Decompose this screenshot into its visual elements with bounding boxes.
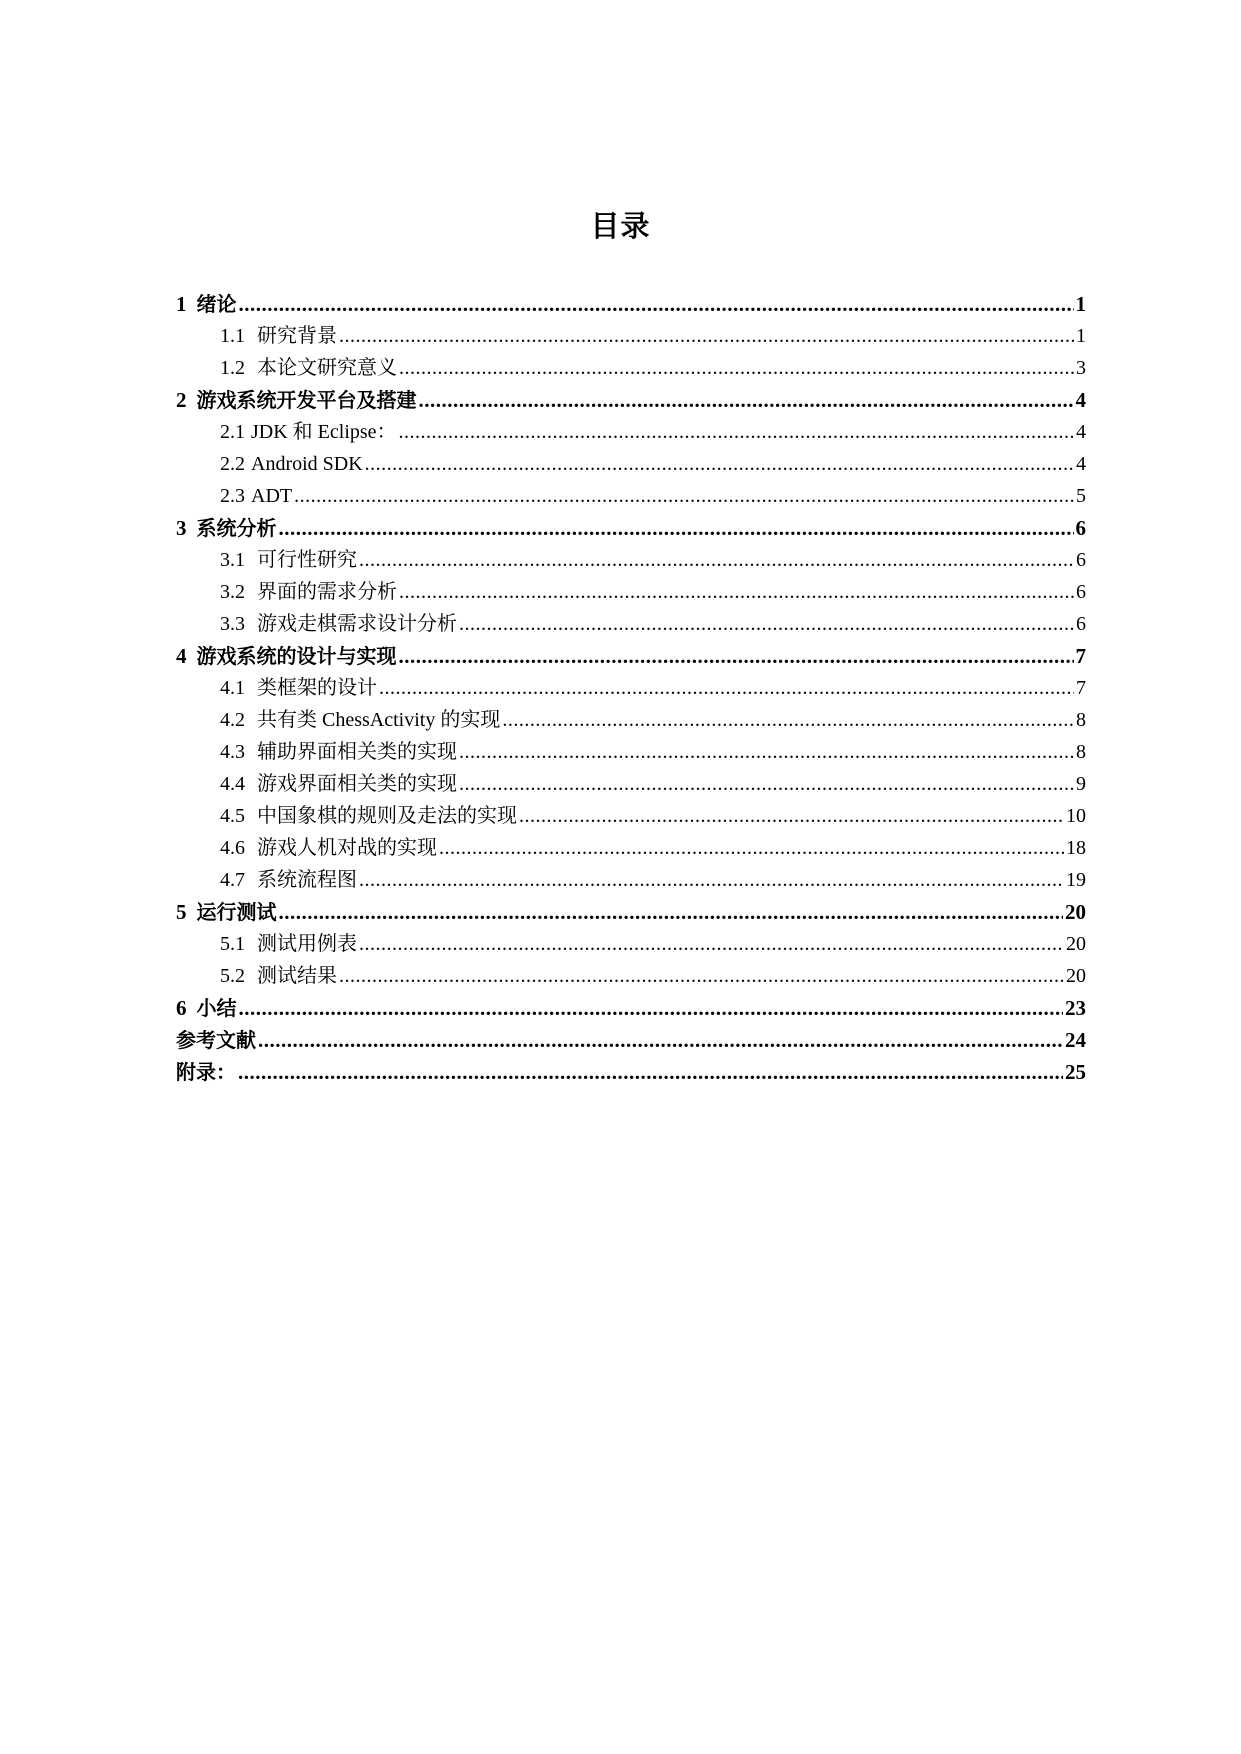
toc-dot-leader xyxy=(459,608,1074,640)
toc-entry-number: 4 xyxy=(176,644,187,668)
toc-entry-title: 研究背景 xyxy=(257,325,337,347)
toc-entry-number: 3.3 xyxy=(220,613,245,635)
toc-dot-leader xyxy=(365,448,1074,480)
toc-entry[interactable] xyxy=(176,672,1086,704)
toc-entry[interactable] xyxy=(176,288,1086,320)
toc-entry-title: JDK 和 Eclipse： xyxy=(251,421,397,443)
toc-dot-leader xyxy=(399,640,1074,672)
toc-dot-leader xyxy=(359,928,1064,960)
toc-dot-leader xyxy=(379,672,1074,704)
toc-entry-page-number: 19 xyxy=(1066,869,1086,891)
toc-entry-number: 4.3 xyxy=(220,741,245,763)
toc-entry-title: 辅助界面相关类的实现 xyxy=(257,741,457,763)
toc-entry[interactable] xyxy=(176,800,1086,832)
toc-entry-page-number: 4 xyxy=(1076,421,1086,443)
toc-entry-page-number: 20 xyxy=(1065,900,1086,924)
toc-entry[interactable] xyxy=(176,960,1086,992)
toc-entry-title: 可行性研究 xyxy=(257,549,357,571)
toc-entry-title: 测试结果 xyxy=(257,965,337,987)
toc-entry-page-number: 3 xyxy=(1076,357,1086,379)
toc-entry[interactable] xyxy=(176,1056,1086,1088)
toc-entry-title: 类框架的设计 xyxy=(257,677,377,699)
toc-entry-number: 6 xyxy=(176,996,187,1020)
toc-dot-leader xyxy=(339,320,1074,352)
toc-entry-number: 4.2 xyxy=(220,709,245,731)
toc-entry[interactable] xyxy=(176,448,1086,480)
toc-entry-title: Android SDK xyxy=(251,453,363,475)
toc-entry-page-number: 4 xyxy=(1076,453,1086,475)
toc-entry-page-number: 24 xyxy=(1065,1028,1086,1052)
toc-entry[interactable] xyxy=(176,992,1086,1024)
toc-entry-page-number: 10 xyxy=(1066,805,1086,827)
toc-entry-title: 共有类 ChessActivity 的实现 xyxy=(257,709,501,731)
toc-dot-leader xyxy=(339,960,1064,992)
toc-entry-number: 4.1 xyxy=(220,677,245,699)
toc-entry[interactable] xyxy=(176,896,1086,928)
toc-entry-number: 1.2 xyxy=(220,357,245,379)
toc-entry-number: 4.5 xyxy=(220,805,245,827)
toc-entry-page-number: 5 xyxy=(1076,485,1086,507)
toc-entry-page-number: 6 xyxy=(1075,516,1086,540)
toc-entry-page-number: 6 xyxy=(1076,613,1086,635)
toc-entry-page-number: 8 xyxy=(1076,741,1086,763)
toc-entry-number: 3.1 xyxy=(220,549,245,571)
toc-entry[interactable] xyxy=(176,864,1086,896)
toc-dot-leader xyxy=(459,768,1074,800)
toc-entry[interactable] xyxy=(176,640,1086,672)
toc-entry[interactable] xyxy=(176,768,1086,800)
toc-entry-title: 系统分析 xyxy=(196,516,277,540)
toc-entry-title: ADT xyxy=(251,485,293,507)
toc-entry-title: 游戏走棋需求设计分析 xyxy=(257,613,457,635)
toc-entry-page-number: 1 xyxy=(1076,325,1086,347)
toc-entry-page-number: 20 xyxy=(1066,965,1086,987)
table-of-contents xyxy=(176,288,1086,1088)
toc-entry[interactable] xyxy=(176,512,1086,544)
toc-entry-number: 2.1 xyxy=(220,421,245,443)
toc-dot-leader xyxy=(239,992,1064,1024)
toc-entry[interactable] xyxy=(176,544,1086,576)
toc-entry-title: 中国象棋的规则及走法的实现 xyxy=(257,805,517,827)
toc-dot-leader xyxy=(279,512,1074,544)
toc-entry-page-number: 7 xyxy=(1075,644,1086,668)
toc-dot-leader xyxy=(279,896,1064,928)
toc-entry[interactable] xyxy=(176,576,1086,608)
toc-dot-leader xyxy=(502,704,1074,736)
toc-entry-title: 游戏人机对战的实现 xyxy=(257,837,437,859)
toc-entry[interactable] xyxy=(176,704,1086,736)
toc-entry-page-number: 6 xyxy=(1076,549,1086,571)
toc-entry-number: 5.2 xyxy=(220,965,245,987)
toc-entry-number: 4.7 xyxy=(220,869,245,891)
toc-entry-page-number: 8 xyxy=(1076,709,1086,731)
toc-entry-number: 5.1 xyxy=(220,933,245,955)
toc-entry-title: 测试用例表 xyxy=(257,933,357,955)
toc-entry[interactable] xyxy=(176,480,1086,512)
toc-dot-leader xyxy=(459,736,1074,768)
toc-entry-title: 系统流程图 xyxy=(257,869,357,891)
toc-entry-number: 5 xyxy=(176,900,187,924)
toc-entry[interactable] xyxy=(176,1024,1086,1056)
toc-entry-number: 1.1 xyxy=(220,325,245,347)
toc-entry[interactable] xyxy=(176,928,1086,960)
toc-entry-title: 运行测试 xyxy=(196,900,277,924)
toc-entry-page-number: 23 xyxy=(1065,996,1086,1020)
toc-entry-page-number: 18 xyxy=(1066,837,1086,859)
toc-dot-leader xyxy=(519,800,1064,832)
toc-entry[interactable] xyxy=(176,384,1086,416)
toc-entry-number: 4.4 xyxy=(220,773,245,795)
toc-entry-title: 参考文献 xyxy=(176,1028,256,1052)
toc-entry-title: 绪论 xyxy=(196,292,237,316)
toc-entry[interactable] xyxy=(176,320,1086,352)
toc-dot-leader xyxy=(439,832,1064,864)
toc-dot-leader xyxy=(359,864,1064,896)
toc-entry-number: 2.2 xyxy=(220,453,245,475)
toc-entry-title: 本论文研究意义 xyxy=(257,357,397,379)
toc-entry-number: 1 xyxy=(176,292,187,316)
toc-entry-page-number: 20 xyxy=(1066,933,1086,955)
toc-dot-leader xyxy=(399,352,1074,384)
toc-entry-title: 游戏系统开发平台及搭建 xyxy=(196,388,417,412)
toc-entry[interactable] xyxy=(176,352,1086,384)
toc-entry-number: 2 xyxy=(176,388,187,412)
toc-entry-page-number: 25 xyxy=(1065,1060,1086,1084)
toc-entry[interactable] xyxy=(176,416,1086,448)
toc-entry-number: 4.6 xyxy=(220,837,245,859)
toc-dot-leader xyxy=(294,480,1074,512)
toc-entry-page-number: 6 xyxy=(1076,581,1086,603)
toc-dot-leader xyxy=(258,1024,1063,1056)
toc-entry-number: 2.3 xyxy=(220,485,245,507)
toc-entry-page-number: 9 xyxy=(1076,773,1086,795)
toc-dot-leader xyxy=(359,544,1074,576)
toc-entry[interactable] xyxy=(176,832,1086,864)
toc-dot-leader xyxy=(238,1056,1063,1088)
toc-entry-title: 游戏界面相关类的实现 xyxy=(257,773,457,795)
toc-entry-page-number: 7 xyxy=(1076,677,1086,699)
toc-dot-leader xyxy=(399,576,1074,608)
toc-entry-title: 界面的需求分析 xyxy=(257,581,397,603)
toc-entry-page-number: 4 xyxy=(1075,388,1086,412)
toc-entry[interactable] xyxy=(176,736,1086,768)
toc-entry-number: 3 xyxy=(176,516,187,540)
toc-entry-title: 游戏系统的设计与实现 xyxy=(196,644,397,668)
toc-entry-number: 3.2 xyxy=(220,581,245,603)
toc-dot-leader xyxy=(239,288,1074,320)
toc-entry[interactable] xyxy=(176,608,1086,640)
toc-dot-leader xyxy=(419,384,1074,416)
page-title: 目录 xyxy=(590,209,651,243)
toc-entry-title: 附录： xyxy=(176,1060,236,1084)
toc-entry-title: 小结 xyxy=(196,996,237,1020)
toc-dot-leader xyxy=(399,416,1074,448)
toc-entry-page-number: 1 xyxy=(1075,292,1086,316)
